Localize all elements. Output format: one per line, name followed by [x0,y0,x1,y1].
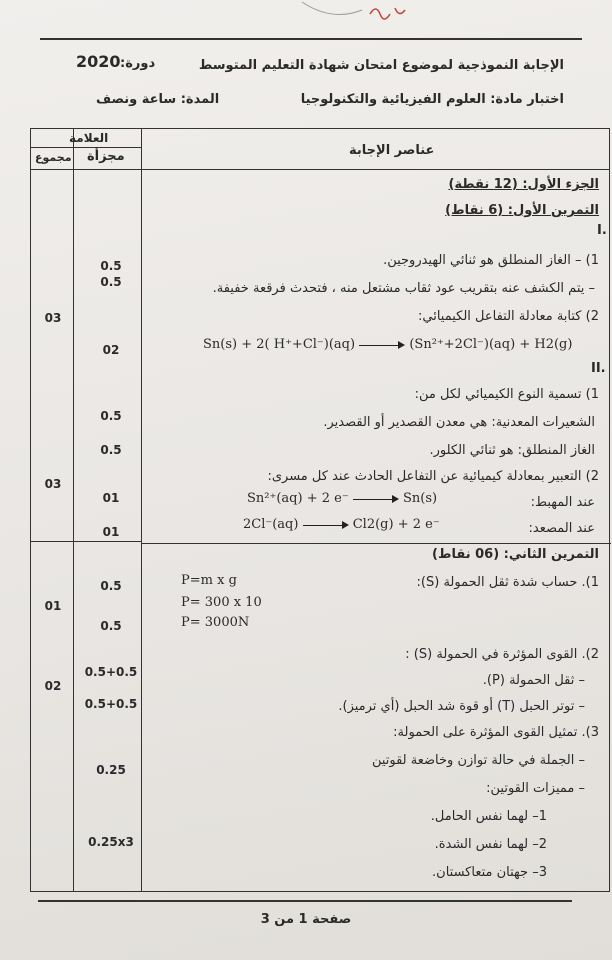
grade-header: العلامة [69,131,109,145]
exercise1-title: التمرين الأول: (6 نقاط) [445,203,599,218]
ex2-q3-a: – الجملة في حالة توازن وخاضعة لقوتين [371,753,585,768]
ex2-q3-b: – مميزات القوتين: [486,781,585,796]
subject-line: اختبار مادة: العلوم الفيزيائية والتكنولوجيا [300,92,564,107]
ex2-q3-c1: 1– لهما نفس الحامل. [430,809,547,824]
equation-cathode [247,491,437,506]
equation-1-left: Sn(s) + 2( H⁺+Cl⁻)(aq) [203,337,356,352]
q4-title: 2) التعبير بمعادلة كيميائية عن التفاعل الحادث عند كل مسرى: [267,469,599,484]
ex2-q2-b: – توتر الحبل (T) أو قوة شد الحبل (أي ترميز). [338,699,585,714]
equation-cathode-right: Sn(s) [402,491,438,506]
col-divider-total [73,129,74,891]
partial-header: مجزأة [87,149,125,164]
score-s7: 01 [102,525,120,539]
total-t1: 03 [44,311,62,325]
score-s2: 0.5 [100,275,122,289]
score-s5: 0.5 [100,443,122,457]
equation-1 [203,337,572,352]
score-s10: 0.5+0.5 [84,665,138,679]
q3-line2: الغاز المنطلق: هو ثنائي الكلور. [429,443,595,458]
section-I: I. [597,223,607,238]
equation-cathode-left: Sn²⁺(aq) + 2 e⁻ [247,491,349,506]
q3-line1: الشعيرات المعدنية: هي معدن القصدير أو القصدير. [323,415,595,430]
score-s13: 0.25x3 [88,835,134,849]
part1-title: الجزء الأول: (12 نقطة) [448,177,599,192]
section-II: II. [591,361,606,376]
exercise2-title: التمرين الثاني: (06 نقاط) [432,547,599,562]
handwritten-scribble [300,0,500,30]
total-t3: 01 [44,599,62,613]
score-s4: 0.5 [100,409,122,423]
equation-1-right: (Sn²⁺+2Cl⁻)(aq) + H2(g) [409,337,573,352]
ex2-q2: 2). القوى المؤثرة في الحمولة (S) : [405,647,599,662]
ex2-q2-a: – ثقل الحمولة (P). [482,673,585,688]
score-s3: 02 [102,343,120,357]
ex2-q3: 3). تمثيل القوى المؤثرة على الحمولة: [393,725,599,740]
ex2-q3-c2: 2– لهما نفس الشدة. [434,837,547,852]
q1-line1: 1) – الغاز المنطلق هو ثنائي الهيدروجين. [383,253,599,268]
arrow-icon [359,340,405,350]
score-s6: 01 [102,491,120,505]
q1-line2: – يتم الكشف عنه بتقريب عود ثقاب مشتعل منه ، فتحدث فرقعة خفيفة. [212,281,595,296]
arrow-icon [353,494,399,504]
header-top-rule [40,38,582,40]
col-divider-partial [141,129,142,891]
q2-title: 2) كتابة معادلة التفاعل الكيميائي: [417,309,599,324]
head-rule [31,169,609,170]
answer-table [30,128,610,892]
answer-elements-header: عناصر الإجابة [349,143,435,158]
total-t2: 03 [44,477,62,491]
calc-line-2: P= 300 x 10 [181,595,262,610]
session-year: 2020 [76,52,121,71]
total-t4: 02 [44,679,62,693]
score-s11: 0.5+0.5 [84,697,138,711]
total-header: مجموع [35,151,72,164]
section-rule [31,541,141,542]
ex2-q3-c3: 3– جهتان متعاكستان. [432,865,547,880]
equation-anode [243,517,440,532]
ex2-q1: 1). حساب شدة ثقل الحمولة (S): [416,575,599,590]
score-s8: 0.5 [100,579,122,593]
score-s12: 0.25 [96,763,126,777]
calc-line-3: P= 3000N [181,615,250,630]
arrow-icon [303,520,349,530]
document-title: الإجابة النموذجية لموضوع امتحان شهادة التعليم المتوسط [198,58,564,73]
head-sub-rule [31,147,141,148]
q3-title: 1) تسمية النوع الكيميائي لكل من: [414,387,599,402]
cathode-label: عند المهبط: [530,495,595,510]
calc-line-1: P=m x g [181,573,237,588]
page-number: صفحة 1 من 3 [260,912,352,927]
footer-rule [38,900,572,902]
score-s1: 0.5 [100,259,122,273]
anode-label: عند المصعد: [528,521,595,536]
score-s9: 0.5 [100,619,122,633]
exercise-rule [141,543,611,544]
equation-anode-right: Cl2(g) + 2 e⁻ [352,517,440,532]
equation-anode-left: 2Cl⁻(aq) [243,517,299,532]
session-label: دورة: [120,56,156,71]
duration-line: المدة: ساعة ونصف [96,92,220,107]
